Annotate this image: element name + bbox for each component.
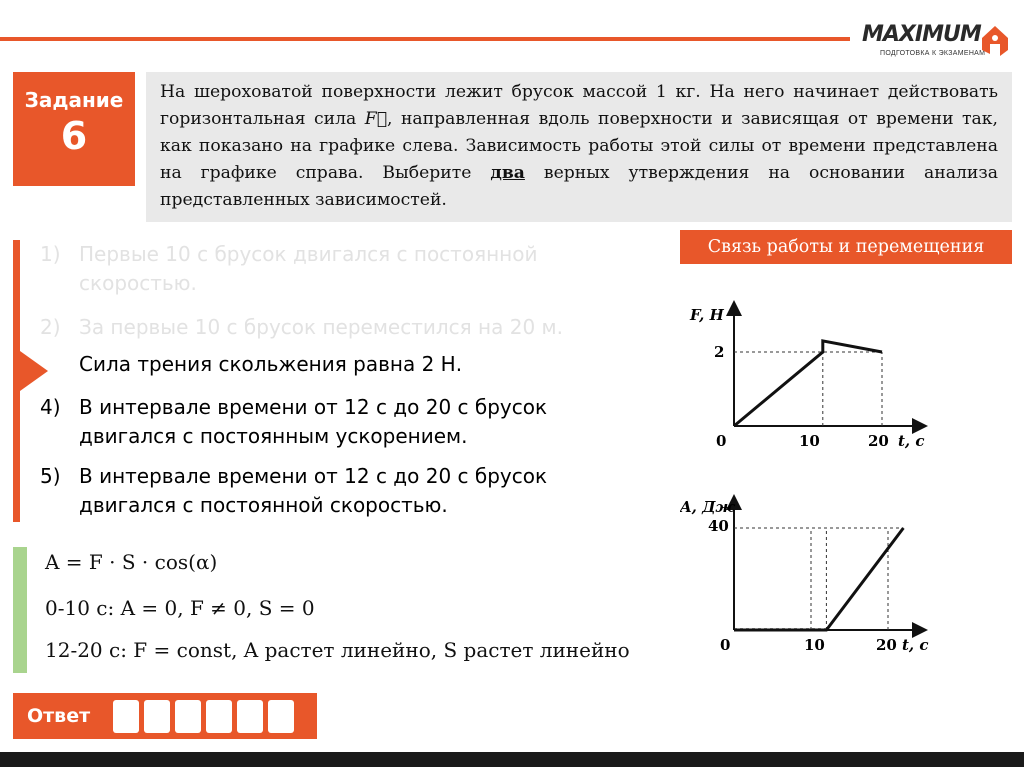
logo-subtitle: ПОДГОТОВКА К ЭКЗАМЕНАМ [880, 50, 986, 57]
x-axis-label: t, с [898, 432, 925, 450]
answer-cell[interactable] [144, 700, 170, 733]
x-tick-label: 10 [804, 636, 825, 654]
answer-cell[interactable] [113, 700, 139, 733]
answer-cell[interactable] [268, 700, 294, 733]
formula-work: A = F · S · cos(α) [45, 550, 218, 574]
pointer-arrow-icon [20, 351, 48, 391]
x-tick-label: 0 [720, 636, 731, 654]
formula-interval-2: 12-20 с: F = const, A растет линейно, S растет линейно [45, 638, 630, 662]
problem-emphasis: два [490, 163, 525, 183]
option-text: Сила трения скольжения равна 2 Н. [79, 352, 463, 376]
footer-bar [0, 752, 1024, 767]
y-axis-label: F, Н [690, 306, 724, 324]
options-accent-bar [13, 240, 20, 522]
problem-part2: , направленная вдоль поверхности и зависящая от времени так, как показано на графике слева. Зависимость работы этой силы от времени представлена на графике справа. Выберите [160, 109, 998, 183]
answer-cell[interactable] [237, 700, 263, 733]
x-tick-label: 10 [799, 432, 820, 450]
y-axis-label: A, Дж [680, 498, 736, 516]
option-number: 1) [40, 242, 61, 266]
work-time-chart [680, 490, 950, 660]
option-number: 5) [40, 464, 61, 488]
task-badge [13, 72, 135, 186]
option-number: 2) [40, 315, 61, 339]
problem-statement [146, 72, 1012, 222]
option-text: В интервале времени от 12 с до 20 с брусок двигался с постоянным ускорением. [79, 395, 548, 448]
logo-mark-icon [978, 20, 1012, 60]
problem-text [160, 79, 998, 214]
task-number: 6 [60, 114, 88, 158]
option-text: За первые 10 с брусок переместился на 20 м. [79, 315, 563, 339]
formula-interval-1: 0-10 с: A = 0, F ≠ 0, S = 0 [45, 596, 315, 620]
option-text: Первые 10 с брусок двигался с постоянной скоростью. [79, 242, 538, 295]
logo-name: MAXIMUM [862, 22, 981, 47]
task-label: Задание [24, 88, 124, 112]
answer-cell[interactable] [206, 700, 232, 733]
x-tick-label: 20 [868, 432, 889, 450]
work-series-line [734, 528, 903, 630]
option-text: В интервале времени от 12 с до 20 с брусок двигался с постоянной скоростью. [79, 464, 548, 517]
problem-part3: верных утверждения на основании анализа представленных зависимостей. [160, 163, 998, 210]
x-tick-label: 0 [716, 432, 727, 450]
force-symbol: F⃗ [364, 109, 388, 129]
y-tick-label: 40 [708, 517, 729, 535]
maximum-logo [862, 20, 1012, 70]
topic-badge: Связь работы и перемещения [680, 230, 1012, 264]
header-line [0, 37, 850, 41]
problem-part1: На шероховатой поверхности лежит брусок массой 1 кг. На него начинает действовать горизонтальная сила [160, 82, 998, 129]
y-tick-label: 2 [714, 343, 725, 361]
option-number: 4) [40, 395, 61, 419]
answer-label: Ответ [27, 705, 91, 727]
x-axis-label: t, с [902, 636, 929, 654]
force-series-line [734, 341, 882, 426]
force-time-chart [680, 300, 950, 460]
formulas-accent-bar [13, 547, 27, 673]
x-tick-label: 20 [876, 636, 897, 654]
answer-panel [13, 693, 317, 739]
answer-cell[interactable] [175, 700, 201, 733]
